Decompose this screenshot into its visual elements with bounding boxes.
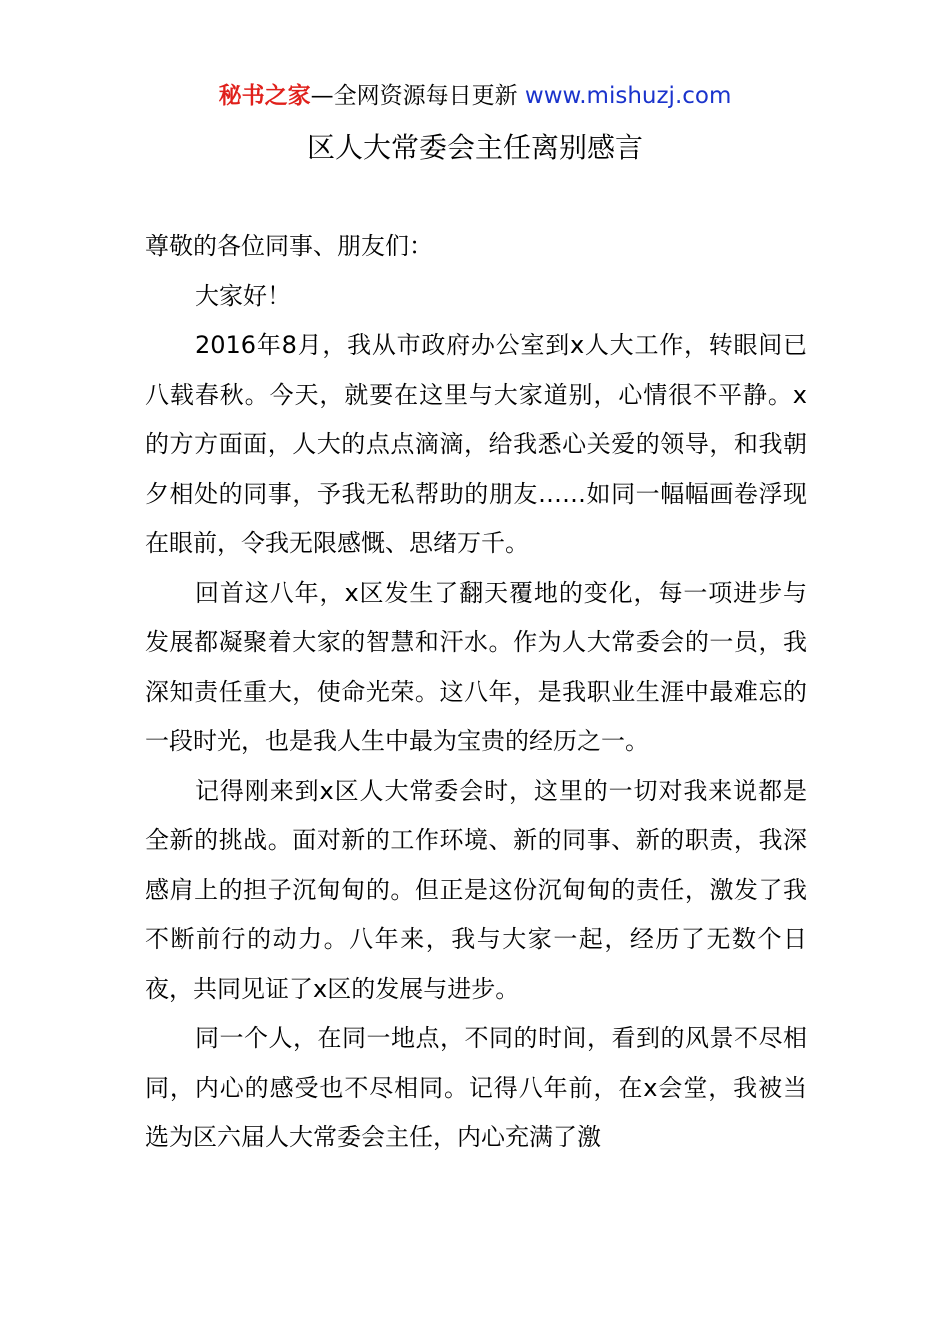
paragraph: 2016年8月，我从市政府办公室到x人大工作，转眼间已八载春秋。今天，就要在这里与大家道别，心情很不平静。x的方方面面，人大的点点滴滴，给我悉心关爱的领导，和我朝夕相处的同事，予我无私帮助的朋友……如同一幅幅画卷浮现在眼前，令我无限感慨、思绪万千。 <box>145 331 807 557</box>
paragraph: 大家好！ <box>195 281 291 310</box>
site-url-link[interactable]: www.mishuzj.com <box>524 83 732 109</box>
paragraph: 回首这八年，x区发生了翻天覆地的变化，每一项进步与发展都凝聚着大家的智慧和汗水。作为人大常委会的一员，我深知责任重大，使命光荣。这八年，是我职业生涯中最难忘的一段时光，也是我人生中最为宝贵的经历之一。 <box>145 578 807 755</box>
document-body <box>145 222 807 1163</box>
salutation: 尊敬的各位同事、朋友们： <box>145 232 433 260</box>
document-title: 区人大常委会主任离别感言 <box>306 131 643 164</box>
brand-name: 秘书之家 <box>218 83 311 109</box>
header-tagline: —全网资源每日更新 <box>310 83 525 109</box>
paragraph: 同一个人，在同一地点，不同的时间，看到的风景不尽相同，内心的感受也不尽相同。记得八年前，在x会堂，我被当选为区六届人大常委会主任，内心充满了激 <box>145 1024 807 1151</box>
paragraph: 记得刚来到x区人大常委会时，这里的一切对我来说都是全新的挑战。面对新的工作环境、新的同事、新的职责，我深感肩上的担子沉甸甸的。但正是这份沉甸甸的责任，激发了我不断前行的动力。八年来，我与大家一起，经历了无数个日夜，共同见证了x区的发展与进步。 <box>145 776 807 1003</box>
site-header <box>0 80 950 112</box>
